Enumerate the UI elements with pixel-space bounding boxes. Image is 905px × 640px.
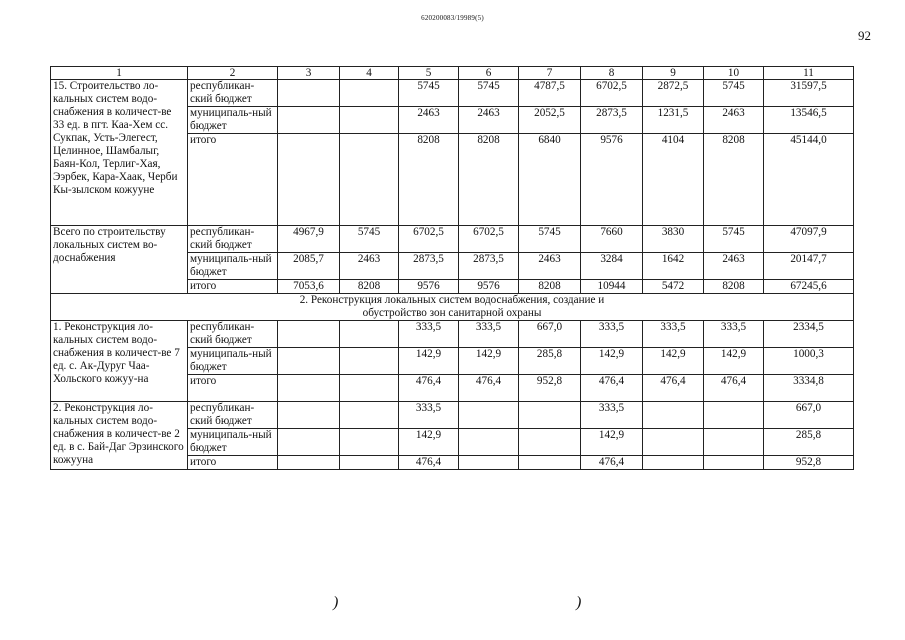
value-cell [340, 107, 399, 134]
funding-source: республикан-ский бюджет [188, 80, 278, 107]
total-cell: 285,8 [764, 429, 854, 456]
section-title: 2. Реконструкция локальных систем водоснабжения, создание и обустройство зон санитарной охраны [51, 294, 854, 321]
column-header: 6 [459, 67, 519, 80]
value-cell: 667,0 [519, 321, 581, 348]
value-cell: 142,9 [399, 429, 459, 456]
value-cell: 285,8 [519, 348, 581, 375]
total-cell: 1000,3 [764, 348, 854, 375]
value-cell: 476,4 [704, 375, 764, 402]
funding-source: итого [188, 375, 278, 402]
value-cell: 2873,5 [459, 253, 519, 280]
value-cell [278, 456, 340, 470]
value-cell [704, 429, 764, 456]
row-description: 15. Строительство ло-кальных систем водо-снабжения в количест-ве 33 ед. в пгт. Каа-Хем сс. Сукпак, Усть-Элегест, Целинное, Шамбалыг, Баян-Кол, Терлиг-Хая, Ээрбек, Кара-Хаак, Черби Кы-зылском кожууне [51, 80, 188, 226]
value-cell [519, 429, 581, 456]
value-cell [643, 456, 704, 470]
pen-mark: ) [576, 594, 582, 611]
value-cell: 476,4 [399, 375, 459, 402]
value-cell: 333,5 [459, 321, 519, 348]
value-cell: 333,5 [399, 402, 459, 429]
value-cell: 2463 [399, 107, 459, 134]
value-cell: 2463 [459, 107, 519, 134]
table-header-row [51, 67, 854, 80]
value-cell [278, 80, 340, 107]
value-cell: 2463 [340, 253, 399, 280]
value-cell: 5472 [643, 280, 704, 294]
value-cell: 3830 [643, 226, 704, 253]
value-cell [340, 375, 399, 402]
value-cell: 5745 [704, 80, 764, 107]
value-cell: 4787,5 [519, 80, 581, 107]
total-cell: 13546,5 [764, 107, 854, 134]
column-header: 10 [704, 67, 764, 80]
section-header-row [51, 294, 854, 321]
value-cell: 5745 [704, 226, 764, 253]
column-header: 9 [643, 67, 704, 80]
value-cell: 476,4 [581, 375, 643, 402]
funding-source: муниципаль-ный бюджет [188, 253, 278, 280]
funding-source: муниципаль-ный бюджет [188, 429, 278, 456]
value-cell: 142,9 [459, 348, 519, 375]
total-cell: 3334,8 [764, 375, 854, 402]
value-cell: 142,9 [399, 348, 459, 375]
page-number: 92 [858, 28, 871, 43]
value-cell [519, 456, 581, 470]
column-header: 5 [399, 67, 459, 80]
value-cell: 7660 [581, 226, 643, 253]
value-cell: 8208 [399, 134, 459, 226]
value-cell: 333,5 [643, 321, 704, 348]
value-cell [340, 429, 399, 456]
value-cell: 2873,5 [399, 253, 459, 280]
total-cell: 67245,6 [764, 280, 854, 294]
pen-mark: ) [333, 594, 339, 611]
value-cell: 333,5 [581, 402, 643, 429]
table-row [51, 80, 854, 107]
value-cell [278, 321, 340, 348]
value-cell [340, 80, 399, 107]
value-cell [278, 429, 340, 456]
total-cell: 667,0 [764, 402, 854, 429]
column-header: 7 [519, 67, 581, 80]
value-cell: 7053,6 [278, 280, 340, 294]
value-cell [278, 375, 340, 402]
value-cell [459, 456, 519, 470]
value-cell [704, 456, 764, 470]
value-cell: 476,4 [581, 456, 643, 470]
row-description: 1. Реконструкция ло-кальных систем водо-снабжения в количест-ве 7 ед. с. Ак-Дуруг Чаа-Хольского кожуу-на [51, 321, 188, 402]
value-cell: 10944 [581, 280, 643, 294]
value-cell: 476,4 [399, 456, 459, 470]
value-cell: 142,9 [643, 348, 704, 375]
total-cell: 47097,9 [764, 226, 854, 253]
column-header: 4 [340, 67, 399, 80]
value-cell: 142,9 [704, 348, 764, 375]
value-cell: 2873,5 [581, 107, 643, 134]
value-cell [278, 348, 340, 375]
value-cell: 8208 [704, 134, 764, 226]
footer-marks [0, 594, 905, 614]
value-cell [340, 348, 399, 375]
value-cell [340, 402, 399, 429]
value-cell [459, 429, 519, 456]
funding-source: итого [188, 456, 278, 470]
value-cell: 2463 [704, 253, 764, 280]
value-cell: 476,4 [459, 375, 519, 402]
value-cell: 5745 [399, 80, 459, 107]
value-cell: 6840 [519, 134, 581, 226]
funding-source: республикан-ский бюджет [188, 226, 278, 253]
value-cell: 6702,5 [581, 80, 643, 107]
total-cell: 2334,5 [764, 321, 854, 348]
column-header: 3 [278, 67, 340, 80]
value-cell: 9576 [399, 280, 459, 294]
budget-table [50, 66, 854, 470]
funding-source: итого [188, 280, 278, 294]
value-cell: 3284 [581, 253, 643, 280]
value-cell [459, 402, 519, 429]
value-cell [278, 402, 340, 429]
table-row [51, 321, 854, 348]
value-cell: 333,5 [399, 321, 459, 348]
total-cell: 952,8 [764, 456, 854, 470]
funding-source: муниципаль-ный бюджет [188, 107, 278, 134]
value-cell [340, 456, 399, 470]
value-cell: 952,8 [519, 375, 581, 402]
value-cell: 333,5 [581, 321, 643, 348]
value-cell: 4104 [643, 134, 704, 226]
value-cell [643, 429, 704, 456]
value-cell: 2463 [704, 107, 764, 134]
value-cell [643, 402, 704, 429]
row-description: Всего по строительству локальных систем во-доснабжения [51, 226, 188, 294]
document-code: 620200083/19989(5) [421, 14, 484, 22]
value-cell: 8208 [459, 134, 519, 226]
value-cell [340, 134, 399, 226]
value-cell [519, 402, 581, 429]
value-cell: 9576 [459, 280, 519, 294]
value-cell [704, 402, 764, 429]
row-description: 2. Реконструкция ло-кальных систем водо-снабжения в количест-ве 2 ед. в с. Бай-Даг Эрзинского кожууна [51, 402, 188, 470]
total-cell: 45144,0 [764, 134, 854, 226]
column-header: 11 [764, 67, 854, 80]
funding-source: республикан-ский бюджет [188, 402, 278, 429]
value-cell: 333,5 [704, 321, 764, 348]
value-cell [278, 134, 340, 226]
total-cell: 31597,5 [764, 80, 854, 107]
value-cell: 8208 [519, 280, 581, 294]
value-cell: 8208 [704, 280, 764, 294]
funding-source: республикан-ский бюджет [188, 321, 278, 348]
table-row [51, 402, 854, 429]
value-cell: 1642 [643, 253, 704, 280]
value-cell: 6702,5 [399, 226, 459, 253]
value-cell: 6702,5 [459, 226, 519, 253]
value-cell: 5745 [519, 226, 581, 253]
value-cell: 2085,7 [278, 253, 340, 280]
column-header: 1 [51, 67, 188, 80]
value-cell: 2872,5 [643, 80, 704, 107]
value-cell [340, 321, 399, 348]
value-cell: 8208 [340, 280, 399, 294]
value-cell: 5745 [340, 226, 399, 253]
value-cell [278, 107, 340, 134]
value-cell: 2052,5 [519, 107, 581, 134]
funding-source: муниципаль-ный бюджет [188, 348, 278, 375]
total-cell: 20147,7 [764, 253, 854, 280]
table-row [51, 226, 854, 253]
value-cell: 9576 [581, 134, 643, 226]
value-cell: 142,9 [581, 348, 643, 375]
value-cell: 5745 [459, 80, 519, 107]
funding-source: итого [188, 134, 278, 226]
column-header: 8 [581, 67, 643, 80]
value-cell: 4967,9 [278, 226, 340, 253]
column-header: 2 [188, 67, 278, 80]
value-cell: 142,9 [581, 429, 643, 456]
value-cell: 1231,5 [643, 107, 704, 134]
value-cell: 476,4 [643, 375, 704, 402]
value-cell: 2463 [519, 253, 581, 280]
